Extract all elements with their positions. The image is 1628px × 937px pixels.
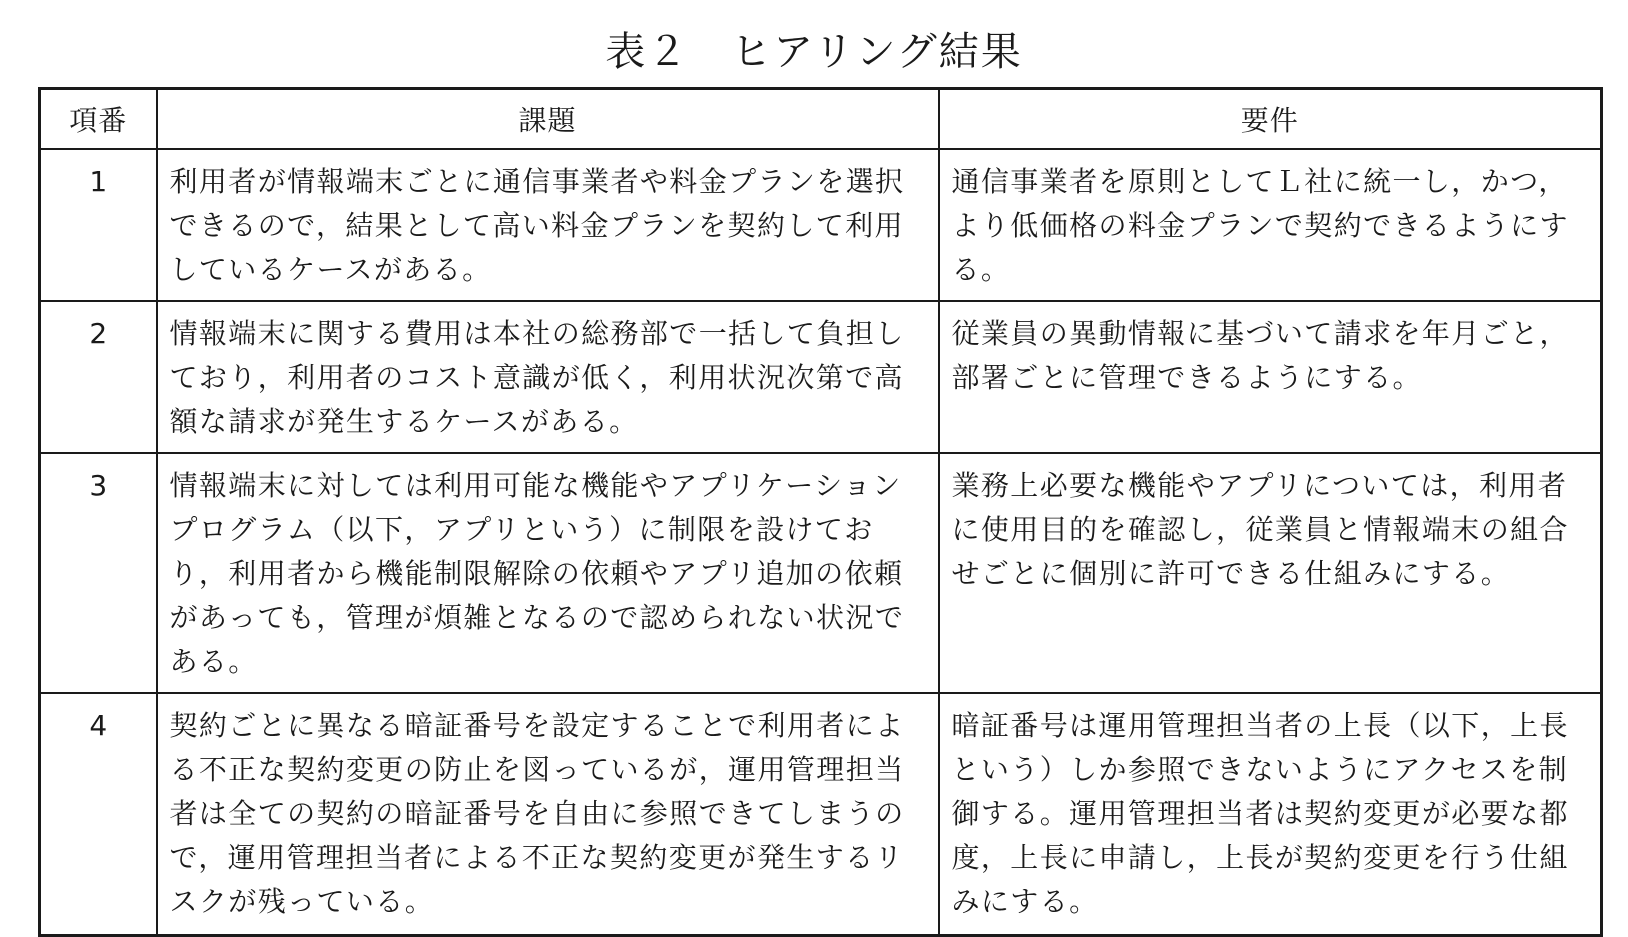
header-requirement: 要件 [939,89,1602,150]
table-row [40,453,1602,693]
row-requirement: 暗証番号は運用管理担当者の上長（以下，上長という）しか参照できないようにアクセスを制御する。運用管理担当者は契約変更が必要な都度，上長に申請し，上長が契約変更を行う仕組みにする。 [939,693,1602,936]
table-row [40,149,1602,301]
row-issue: 情報端末に関する費用は本社の総務部で一括して負担しており，利用者のコスト意識が低く，利用状況次第で高額な請求が発生するケースがある。 [157,301,939,453]
row-number: 4 [40,693,157,936]
row-number: 3 [40,453,157,693]
table-row [40,301,1602,453]
header-issue: 課題 [157,89,939,150]
hearing-results-table [38,87,1603,937]
row-number: 2 [40,301,157,453]
row-issue: 契約ごとに異なる暗証番号を設定することで利用者による不正な契約変更の防止を図っているが，運用管理担当者は全ての契約の暗証番号を自由に参照できてしまうので，運用管理担当者による不正な契約変更が発生するリスクが残っている。 [157,693,939,936]
row-number: 1 [40,149,157,301]
row-issue: 情報端末に対しては利用可能な機能やアプリケーションプログラム（以下，アプリという）に制限を設けており，利用者から機能制限解除の依頼やアプリ追加の依頼があっても，管理が煩雑となるので認められない状況である。 [157,453,939,693]
table-header-row [40,89,1602,150]
table-row [40,693,1602,936]
row-requirement: 通信事業者を原則としてＬ社に統一し，かつ，より低価格の料金プランで契約できるようにする。 [939,149,1602,301]
row-issue: 利用者が情報端末ごとに通信事業者や料金プランを選択できるので，結果として高い料金プランを契約して利用しているケースがある。 [157,149,939,301]
table-title: 表２ ヒアリング結果 [605,29,1023,75]
row-requirement: 業務上必要な機能やアプリについては，利用者に使用目的を確認し，従業員と情報端末の組合せごとに個別に許可できる仕組みにする。 [939,453,1602,693]
row-requirement: 従業員の異動情報に基づいて請求を年月ごと，部署ごとに管理できるようにする。 [939,301,1602,453]
header-number: 項番 [40,89,157,150]
